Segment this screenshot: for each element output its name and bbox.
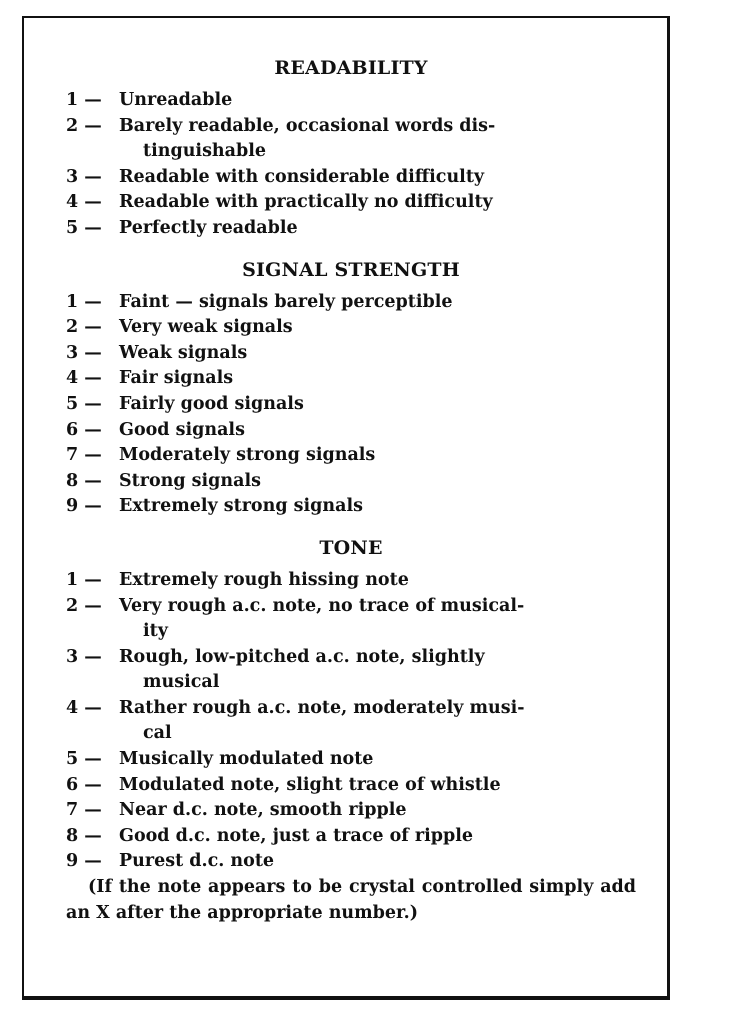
item-number: 3 — (66, 646, 102, 667)
list-item (66, 494, 636, 520)
item-text (119, 824, 636, 850)
item-text (119, 315, 636, 341)
section-heading: SIGNAL STRENGTH (242, 258, 460, 281)
item-number: 2 — (66, 317, 102, 338)
item-number: 3 — (66, 166, 102, 187)
item-number: 2 — (66, 595, 102, 616)
item-number: 9 — (66, 496, 102, 517)
list-item (66, 190, 636, 216)
list-item (66, 645, 636, 696)
item-text-line: Unreadable (119, 90, 233, 110)
item-text (119, 190, 636, 216)
item-text-continuation: musical (143, 672, 220, 693)
list-item (66, 418, 636, 444)
item-text-line: Readable with considerable difficulty (119, 166, 485, 187)
item-text-line: Barely readable, occasional words dis- (119, 115, 496, 136)
item-text-line: Fair signals (119, 368, 234, 389)
item-text-line: Very weak signals (119, 317, 293, 338)
list-item (66, 798, 636, 824)
section-tone (66, 536, 636, 926)
list-item (66, 366, 636, 392)
list-item (66, 392, 636, 418)
item-text-line: Purest d.c. note (119, 851, 275, 872)
item-text-line: Readable with practically no difficulty (119, 192, 493, 213)
item-number: 9 — (66, 851, 102, 872)
list-item (66, 696, 636, 747)
list-item (66, 165, 636, 191)
item-text (119, 216, 636, 242)
item-text-line: Very rough a.c. note, no trace of musical- (119, 595, 525, 616)
item-text (119, 366, 636, 392)
list-item (66, 568, 636, 594)
section-heading: READABILITY (274, 57, 428, 79)
item-number: 5 — (66, 217, 102, 238)
item-text (119, 849, 636, 875)
item-number: 5 — (66, 393, 102, 414)
item-text-line: Faint — signals barely perceptible (119, 291, 453, 312)
list-item (66, 341, 636, 367)
item-text-line: Extremely strong signals (119, 496, 363, 517)
list-item (66, 443, 636, 469)
item-text-line: Musically modulated note (119, 749, 374, 770)
item-text (119, 594, 636, 645)
item-text (119, 114, 636, 165)
item-text (119, 290, 636, 316)
item-number: 1 — (66, 90, 102, 110)
item-text-line: Near d.c. note, smooth ripple (119, 800, 407, 821)
list-item (66, 88, 636, 114)
item-text-continuation: tinguishable (143, 141, 266, 162)
item-text (119, 798, 636, 824)
item-number: 1 — (66, 291, 102, 312)
item-text (119, 469, 636, 495)
item-text-continuation: ity (143, 621, 168, 642)
item-text-line: Moderately strong signals (119, 445, 376, 466)
list-item (66, 114, 636, 165)
item-number: 8 — (66, 825, 102, 846)
item-number: 8 — (66, 470, 102, 491)
list-item (66, 469, 636, 495)
list-item (66, 824, 636, 850)
item-text (119, 747, 636, 773)
item-number: 7 — (66, 445, 102, 466)
item-text (119, 341, 636, 367)
list-item (66, 594, 636, 645)
list-item (66, 773, 636, 799)
item-number: 2 — (66, 115, 102, 136)
item-text (119, 443, 636, 469)
item-text-line: Rather rough a.c. note, moderately musi- (119, 697, 525, 718)
item-text (119, 696, 636, 747)
item-text-line: Good d.c. note, just a trace of ripple (119, 825, 474, 846)
rst-code-table (66, 56, 636, 942)
list-item (66, 849, 636, 875)
item-text-continuation: cal (143, 723, 172, 744)
list-item (66, 315, 636, 341)
item-text-line: Good signals (119, 419, 245, 440)
item-number: 7 — (66, 800, 102, 821)
item-text-line: Fairly good signals (119, 393, 304, 414)
item-text (119, 645, 636, 696)
item-text (119, 88, 636, 114)
item-text-line: Rough, low-pitched a.c. note, slightly (119, 646, 485, 667)
crystal-note: (If the note appears to be crystal controlled simply add an X after the appropriate number.) (66, 877, 636, 923)
list-item (66, 747, 636, 773)
item-number: 5 — (66, 749, 102, 770)
item-text (119, 568, 636, 594)
item-text-line: Weak signals (119, 342, 248, 363)
item-number: 4 — (66, 697, 102, 718)
item-text-line: Extremely rough hissing note (119, 569, 409, 590)
item-text (119, 392, 636, 418)
list-item (66, 290, 636, 316)
item-text-line: Perfectly readable (119, 217, 298, 238)
item-number: 6 — (66, 419, 102, 440)
item-number: 4 — (66, 368, 102, 389)
section-heading: TONE (319, 536, 383, 559)
item-text (119, 165, 636, 191)
item-text (119, 494, 636, 520)
item-number: 1 — (66, 569, 102, 590)
item-number: 3 — (66, 342, 102, 363)
item-text (119, 418, 636, 444)
item-text-line: Modulated note, slight trace of whistle (119, 774, 501, 795)
item-number: 6 — (66, 774, 102, 795)
section-readability (66, 56, 636, 242)
item-number: 4 — (66, 192, 102, 213)
item-text-line: Strong signals (119, 470, 261, 491)
list-item (66, 216, 636, 242)
section-signal-strength (66, 258, 636, 520)
item-text (119, 773, 636, 799)
